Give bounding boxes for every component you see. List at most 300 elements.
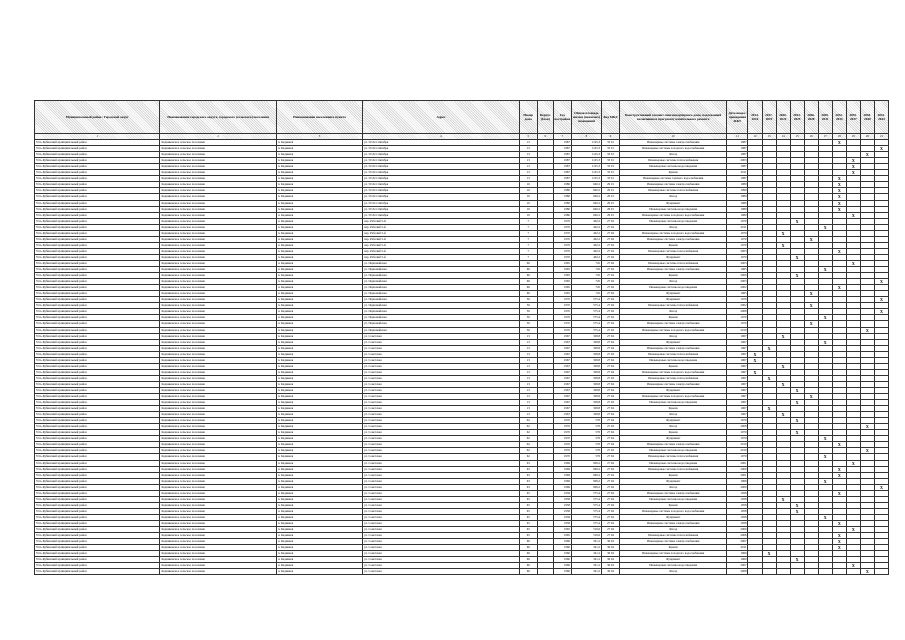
- element-cell: Инженерные системы горячего водоснабжения: [620, 176, 727, 182]
- mkd-code-cell: 33 01: [601, 176, 619, 182]
- period-mark-cell: X: [818, 224, 832, 230]
- date-cell: 1967: [727, 363, 748, 369]
- house-number-cell: 66: [519, 279, 537, 285]
- address-cell: ул. Первомайская: [363, 260, 520, 266]
- mkd-code-cell: 27 04: [601, 400, 619, 406]
- address-cell: ул. Первомайская: [363, 315, 520, 321]
- district-cell: Усть-Кубинский муниципальный район: [35, 563, 160, 569]
- date-cell: 2008: [727, 424, 748, 430]
- period-mark-cell: [832, 569, 846, 575]
- column-header: 2038-2040: [860, 101, 874, 134]
- district-cell: Усть-Кубинский муниципальный район: [35, 539, 160, 545]
- district-cell: Усть-Кубинский муниципальный район: [35, 533, 160, 539]
- address-cell: ул. Советская: [363, 466, 520, 472]
- locality-cell: п. Кадников: [276, 369, 362, 375]
- column-number: 10: [620, 134, 727, 140]
- element-cell: Фасад: [620, 194, 727, 200]
- address-cell: ул. Советская: [363, 442, 520, 448]
- settlement-cell: Кадниковское сельское поселение: [160, 484, 276, 490]
- settlement-cell: Кадниковское сельское поселение: [160, 345, 276, 351]
- house-number-cell: 13: [519, 146, 537, 152]
- date-cell: 1980: [727, 200, 748, 206]
- area-cell: 402,2: [571, 254, 601, 260]
- locality-cell: п. Кадников: [276, 345, 362, 351]
- mkd-code-cell: 27 04: [601, 236, 619, 242]
- mkd-code-cell: 33 01: [601, 146, 619, 152]
- build-year-cell: 1970: [553, 321, 571, 327]
- settlement-cell: Кадниковское сельское поселение: [160, 236, 276, 242]
- district-cell: Усть-Кубинский муниципальный район: [35, 351, 160, 357]
- district-cell: Усть-Кубинский муниципальный район: [35, 236, 160, 242]
- district-cell: Усть-Кубинский муниципальный район: [35, 206, 160, 212]
- build-year-cell: 1967: [553, 406, 571, 412]
- address-cell: ул. Советская: [363, 508, 520, 514]
- locality-cell: п. Кадников: [276, 230, 362, 236]
- build-year-cell: 1967: [553, 387, 571, 393]
- house-number-cell: 65: [519, 502, 537, 508]
- locality-cell: п. Кадников: [276, 412, 362, 418]
- period-mark-cell: X: [846, 170, 860, 176]
- period-mark-cell: X: [818, 267, 832, 273]
- district-cell: Усть-Кубинский муниципальный район: [35, 291, 160, 297]
- settlement-cell: Кадниковское сельское поселение: [160, 158, 276, 164]
- build-year-cell: 1987: [553, 152, 571, 158]
- period-mark-cell: X: [832, 472, 846, 478]
- house-number-cell: 13: [519, 339, 537, 345]
- date-cell: 1960: [727, 551, 748, 557]
- mkd-code-cell: 27 04: [601, 218, 619, 224]
- date-cell: 1970: [727, 242, 748, 248]
- period-mark-cell: X: [762, 551, 776, 557]
- house-number-cell: 66: [519, 291, 537, 297]
- period-mark-cell: X: [762, 375, 776, 381]
- locality-cell: п. Кадников: [276, 248, 362, 254]
- area-cell: 745: [571, 260, 601, 266]
- period-mark-cell: X: [790, 254, 804, 260]
- period-mark-cell: X: [846, 563, 860, 569]
- district-cell: Усть-Кубинский муниципальный район: [35, 200, 160, 206]
- period-mark-cell: X: [818, 339, 832, 345]
- address-cell: ул. Первомайская: [363, 297, 520, 303]
- period-mark-cell: X: [874, 484, 888, 490]
- address-cell: пер. Рабочий 5-й: [363, 236, 520, 242]
- period-mark-cell: X: [748, 351, 762, 357]
- mkd-code-cell: 27 04: [601, 508, 619, 514]
- district-cell: Усть-Кубинский муниципальный район: [35, 279, 160, 285]
- build-year-cell: 1967: [553, 333, 571, 339]
- build-year-cell: 1965: [553, 533, 571, 539]
- element-cell: Инженерные системы холодного водоснабжения: [620, 146, 727, 152]
- house-number-cell: 63: [519, 472, 537, 478]
- area-cell: 341,2: [571, 569, 601, 575]
- locality-cell: п. Кадников: [276, 152, 362, 158]
- area-cell: 1125,3: [571, 152, 601, 158]
- locality-cell: п. Кадников: [276, 418, 362, 424]
- period-mark-cell: X: [860, 569, 874, 575]
- date-cell: 1967: [727, 369, 748, 375]
- date-cell: 1987: [727, 164, 748, 170]
- period-mark-cell: X: [874, 309, 888, 315]
- locality-cell: п. Кадников: [276, 545, 362, 551]
- period-mark-cell: X: [818, 315, 832, 321]
- mkd-code-cell: 27 04: [601, 321, 619, 327]
- column-header: Год постройки: [553, 101, 571, 134]
- element-cell: Инженерные системы теплоснабжения: [620, 158, 727, 164]
- house-number-cell: 62: [519, 424, 537, 430]
- date-cell: 1967: [727, 351, 748, 357]
- build-year-cell: 1970: [553, 224, 571, 230]
- build-year-cell: 1970: [553, 218, 571, 224]
- address-cell: ул. Советская: [363, 460, 520, 466]
- settlement-cell: Кадниковское сельское поселение: [160, 454, 276, 460]
- locality-cell: п. Кадников: [276, 557, 362, 563]
- period-mark-cell: X: [776, 333, 790, 339]
- settlement-cell: Кадниковское сельское поселение: [160, 273, 276, 279]
- area-cell: 575,4: [571, 327, 601, 333]
- settlement-cell: Кадниковское сельское поселение: [160, 406, 276, 412]
- address-cell: пер. Рабочий 5-й: [363, 230, 520, 236]
- period-mark-cell: X: [776, 381, 790, 387]
- date-cell: 1970: [727, 315, 748, 321]
- period-mark-cell: X: [832, 490, 846, 496]
- address-cell: ул. Советская: [363, 569, 520, 575]
- table-header: [35, 101, 889, 134]
- column-header: Дата ввода / проведения ЖКУ: [727, 101, 748, 134]
- element-cell: Инженерные системы электроснабжения: [620, 442, 727, 448]
- locality-cell: п. Кадников: [276, 496, 362, 502]
- address-cell: ул. 50 Лет Октября: [363, 146, 520, 152]
- element-cell: Инженерные системы холодного водоснабжения: [620, 327, 727, 333]
- mkd-code-cell: 27 04: [601, 424, 619, 430]
- column-number: 5: [519, 134, 537, 140]
- district-cell: Усть-Кубинский муниципальный район: [35, 430, 160, 436]
- house-number-cell: 13: [519, 345, 537, 351]
- mkd-code-cell: 27 04: [601, 527, 619, 533]
- address-cell: ул. Советская: [363, 381, 520, 387]
- mkd-code-cell: 27 04: [601, 478, 619, 484]
- address-cell: пер. Рабочий 5-й: [363, 224, 520, 230]
- address-cell: ул. Советская: [363, 436, 520, 442]
- mkd-code-cell: 36 04: [601, 545, 619, 551]
- date-cell: 1967: [727, 400, 748, 406]
- district-cell: Усть-Кубинский муниципальный район: [35, 267, 160, 273]
- mkd-code-cell: 27 04: [601, 267, 619, 273]
- house-number-cell: 13: [519, 369, 537, 375]
- mkd-code-cell: 33 01: [601, 140, 619, 146]
- district-cell: Усть-Кубинский муниципальный район: [35, 400, 160, 406]
- element-cell: Инженерные системы водоотведения: [620, 206, 727, 212]
- period-mark-cell: X: [860, 327, 874, 333]
- date-cell: 1967: [727, 406, 748, 412]
- house-number-cell: 66: [519, 539, 537, 545]
- address-cell: ул. 50 Лет Октября: [363, 152, 520, 158]
- date-cell: 1958: [727, 514, 748, 520]
- period-mark-cell: X: [874, 146, 888, 152]
- element-cell: Инженерные системы водоотведения: [620, 218, 727, 224]
- house-number-cell: 65: [519, 527, 537, 533]
- mkd-code-cell: 33 01: [601, 158, 619, 164]
- locality-cell: п. Кадников: [276, 563, 362, 569]
- element-cell: Крыша: [620, 273, 727, 279]
- column-number: 15: [790, 134, 804, 140]
- element-cell: Инженерные системы холодного водоснабжения: [620, 394, 727, 400]
- area-cell: 575,4: [571, 508, 601, 514]
- period-mark-cell: X: [776, 242, 790, 248]
- date-cell: 2011: [727, 545, 748, 551]
- address-cell: ул. Советская: [363, 502, 520, 508]
- area-cell: 909,2: [571, 478, 601, 484]
- area-cell: 745: [571, 291, 601, 297]
- column-header: Муниципальный район / Городской округ: [35, 101, 160, 134]
- district-cell: Усть-Кубинский муниципальный район: [35, 297, 160, 303]
- house-number-cell: 66: [519, 563, 537, 569]
- district-cell: Усть-Кубинский муниципальный район: [35, 436, 160, 442]
- date-cell: 1958: [727, 521, 748, 527]
- mkd-code-cell: 29 01: [601, 194, 619, 200]
- settlement-cell: Кадниковское сельское поселение: [160, 321, 276, 327]
- period-mark-cell: X: [832, 285, 846, 291]
- settlement-cell: Кадниковское сельское поселение: [160, 218, 276, 224]
- mkd-code-cell: 27 04: [601, 303, 619, 309]
- period-mark-cell: X: [790, 273, 804, 279]
- house-number-cell: 7: [519, 254, 537, 260]
- house-number-cell: 13: [519, 375, 537, 381]
- column-number: 9: [601, 134, 619, 140]
- column-header: Наименование населенного пункта: [276, 101, 362, 134]
- build-year-cell: 1965: [553, 260, 571, 266]
- element-cell: Фасад: [620, 569, 727, 575]
- address-cell: пер. Рабочий 5-й: [363, 242, 520, 248]
- house-number-cell: 63: [519, 466, 537, 472]
- settlement-cell: Кадниковское сельское поселение: [160, 248, 276, 254]
- locality-cell: п. Кадников: [276, 406, 362, 412]
- area-cell: 576: [571, 424, 601, 430]
- house-number-cell: 7: [519, 236, 537, 242]
- build-year-cell: 1965: [553, 527, 571, 533]
- mkd-code-cell: 27 04: [601, 490, 619, 496]
- locality-cell: п. Кадников: [276, 273, 362, 279]
- area-cell: 745: [571, 273, 601, 279]
- house-number-cell: 13: [519, 351, 537, 357]
- area-cell: 575,4: [571, 496, 601, 502]
- area-cell: 909,2: [571, 460, 601, 466]
- build-year-cell: 1958: [553, 502, 571, 508]
- mkd-code-cell: 27 04: [601, 327, 619, 333]
- house-number-cell: 13: [519, 164, 537, 170]
- period-mark-cell: X: [832, 533, 846, 539]
- build-year-cell: 1967: [553, 339, 571, 345]
- build-year-cell: 1960: [553, 563, 571, 569]
- build-year-cell: 1980: [553, 200, 571, 206]
- area-cell: 341,2: [571, 551, 601, 557]
- locality-cell: п. Кадников: [276, 206, 362, 212]
- locality-cell: п. Кадников: [276, 394, 362, 400]
- locality-cell: п. Кадников: [276, 381, 362, 387]
- mkd-code-cell: 27 04: [601, 309, 619, 315]
- area-cell: 1125,3: [571, 164, 601, 170]
- period-mark-cell: [748, 569, 762, 575]
- date-cell: 2006: [727, 533, 748, 539]
- address-cell: ул. Советская: [363, 521, 520, 527]
- element-cell: Инженерные системы теплоснабжения: [620, 454, 727, 460]
- date-cell: 2002: [727, 285, 748, 291]
- house-number-cell: 13: [519, 357, 537, 363]
- mkd-code-cell: 27 04: [601, 521, 619, 527]
- build-year-cell: 1967: [553, 363, 571, 369]
- period-mark-cell: X: [790, 418, 804, 424]
- element-cell: Инженерные системы водоотведения: [620, 357, 727, 363]
- district-cell: Усть-Кубинский муниципальный район: [35, 442, 160, 448]
- element-cell: Инженерные системы холодного водоснабжения: [620, 551, 727, 557]
- mkd-code-cell: 36 04: [601, 557, 619, 563]
- district-cell: Усть-Кубинский муниципальный район: [35, 345, 160, 351]
- settlement-cell: Кадниковское сельское поселение: [160, 164, 276, 170]
- settlement-cell: Кадниковское сельское поселение: [160, 557, 276, 563]
- settlement-cell: Кадниковское сельское поселение: [160, 279, 276, 285]
- date-cell: 1980: [727, 194, 748, 200]
- block-cell: [537, 569, 553, 575]
- area-cell: 576: [571, 454, 601, 460]
- house-number-cell: 16: [519, 188, 537, 194]
- locality-cell: п. Кадников: [276, 363, 362, 369]
- locality-cell: п. Кадников: [276, 164, 362, 170]
- build-year-cell: 1970: [553, 442, 571, 448]
- header-row: [35, 101, 889, 134]
- element-cell: Крыша: [620, 170, 727, 176]
- address-cell: ул. Советская: [363, 448, 520, 454]
- mkd-code-cell: 27 04: [601, 496, 619, 502]
- area-cell: 341,2: [571, 539, 601, 545]
- period-mark-cell: X: [818, 436, 832, 442]
- address-cell: ул. Советская: [363, 430, 520, 436]
- settlement-cell: Кадниковское сельское поселение: [160, 412, 276, 418]
- area-cell: 745: [571, 285, 601, 291]
- column-header: 2041-2043: [874, 101, 888, 134]
- settlement-cell: Кадниковское сельское поселение: [160, 551, 276, 557]
- house-number-cell: 7: [519, 218, 537, 224]
- period-mark-cell: X: [804, 303, 818, 309]
- address-cell: ул. Советская: [363, 400, 520, 406]
- build-year-cell: 1970: [553, 230, 571, 236]
- period-mark-cell: [762, 569, 776, 575]
- district-cell: Усть-Кубинский муниципальный район: [35, 508, 160, 514]
- element-cell: Инженерные системы холодного водоснабжения: [620, 230, 727, 236]
- date-cell: 1980: [727, 182, 748, 188]
- column-number: 6: [537, 134, 553, 140]
- column-header: 2035-2037: [846, 101, 860, 134]
- settlement-cell: Кадниковское сельское поселение: [160, 339, 276, 345]
- house-number-cell: 13: [519, 170, 537, 176]
- element-cell: Инженерные системы электроснабжения: [620, 236, 727, 242]
- district-cell: Усть-Кубинский муниципальный район: [35, 369, 160, 375]
- locality-cell: п. Кадников: [276, 472, 362, 478]
- district-cell: Усть-Кубинский муниципальный район: [35, 212, 160, 218]
- locality-cell: п. Кадников: [276, 357, 362, 363]
- period-mark-cell: X: [804, 321, 818, 327]
- house-number-cell: 13: [519, 394, 537, 400]
- element-cell: Инженерные системы электроснабжения: [620, 182, 727, 188]
- column-header: Конструктивный элемент многоквартирного дома, подлежащий включению в программу капитального ремонта: [620, 101, 727, 134]
- mkd-code-cell: 27 04: [601, 224, 619, 230]
- mkd-code-cell: 27 04: [601, 418, 619, 424]
- period-mark-cell: X: [776, 496, 790, 502]
- address-cell: ул. Советская: [363, 333, 520, 339]
- period-mark-cell: [874, 569, 888, 575]
- address-cell: ул. Советская: [363, 539, 520, 545]
- district-cell: Усть-Кубинский муниципальный район: [35, 502, 160, 508]
- mkd-code-cell: 27 04: [601, 357, 619, 363]
- date-cell: 2000: [727, 527, 748, 533]
- locality-cell: п. Кадников: [276, 539, 362, 545]
- build-year-cell: 1967: [553, 394, 571, 400]
- house-number-cell: 62: [519, 436, 537, 442]
- build-year-cell: 1970: [553, 454, 571, 460]
- address-cell: ул. Советская: [363, 454, 520, 460]
- settlement-cell: Кадниковское сельское поселение: [160, 502, 276, 508]
- period-mark-cell: X: [762, 406, 776, 412]
- district-cell: Усть-Кубинский муниципальный район: [35, 254, 160, 260]
- element-cell: Инженерные системы электроснабжения: [620, 267, 727, 273]
- element-cell: Фасад: [620, 224, 727, 230]
- element-cell: Инженерные системы теплоснабжения: [620, 248, 727, 254]
- date-cell: 1970: [727, 454, 748, 460]
- settlement-cell: Кадниковское сельское поселение: [160, 212, 276, 218]
- element-cell: Инженерные системы холодного водоснабжения: [620, 212, 727, 218]
- locality-cell: п. Кадников: [276, 460, 362, 466]
- column-number: 20: [860, 134, 874, 140]
- house-number-cell: 7: [519, 248, 537, 254]
- district-cell: Усть-Кубинский муниципальный район: [35, 146, 160, 152]
- district-cell: Усть-Кубинский муниципальный район: [35, 194, 160, 200]
- build-year-cell: 1987: [553, 146, 571, 152]
- element-cell: Фасад: [620, 333, 727, 339]
- mkd-code-cell: 27 04: [601, 339, 619, 345]
- locality-cell: п. Кадников: [276, 339, 362, 345]
- mkd-code-cell: 27 04: [601, 248, 619, 254]
- mkd-code-cell: 27 04: [601, 363, 619, 369]
- period-mark-cell: X: [762, 345, 776, 351]
- district-cell: Усть-Кубинский муниципальный район: [35, 357, 160, 363]
- column-header: 2017-2019: [762, 101, 776, 134]
- settlement-cell: Кадниковское сельское поселение: [160, 436, 276, 442]
- settlement-cell: Кадниковское сельское поселение: [160, 460, 276, 466]
- column-header: Корпус (блок): [537, 101, 553, 134]
- district-cell: Усть-Кубинский муниципальный район: [35, 478, 160, 484]
- period-mark-cell: X: [804, 291, 818, 297]
- district-cell: Усть-Кубинский муниципальный район: [35, 260, 160, 266]
- date-cell: 1965: [727, 291, 748, 297]
- period-mark-cell: [790, 569, 804, 575]
- house-number-cell: 16: [519, 194, 537, 200]
- mkd-code-cell: 33 01: [601, 170, 619, 176]
- district-cell: Усть-Кубинский муниципальный район: [35, 412, 160, 418]
- area-cell: 575,4: [571, 309, 601, 315]
- mkd-code-cell: 27 04: [601, 279, 619, 285]
- element-cell: Инженерные системы водоотведения: [620, 496, 727, 502]
- locality-cell: п. Кадников: [276, 442, 362, 448]
- mkd-code-cell: 27 04: [601, 454, 619, 460]
- element-cell: Фундамент: [620, 387, 727, 393]
- build-year-cell: 1967: [553, 351, 571, 357]
- settlement-cell: Кадниковское сельское поселение: [160, 200, 276, 206]
- period-mark-cell: X: [846, 260, 860, 266]
- settlement-cell: Кадниковское сельское поселение: [160, 152, 276, 158]
- date-cell: 1967: [727, 339, 748, 345]
- build-year-cell: 1970: [553, 236, 571, 242]
- house-number-cell: 65: [519, 533, 537, 539]
- element-cell: Фундамент: [620, 200, 727, 206]
- build-year-cell: 1967: [553, 381, 571, 387]
